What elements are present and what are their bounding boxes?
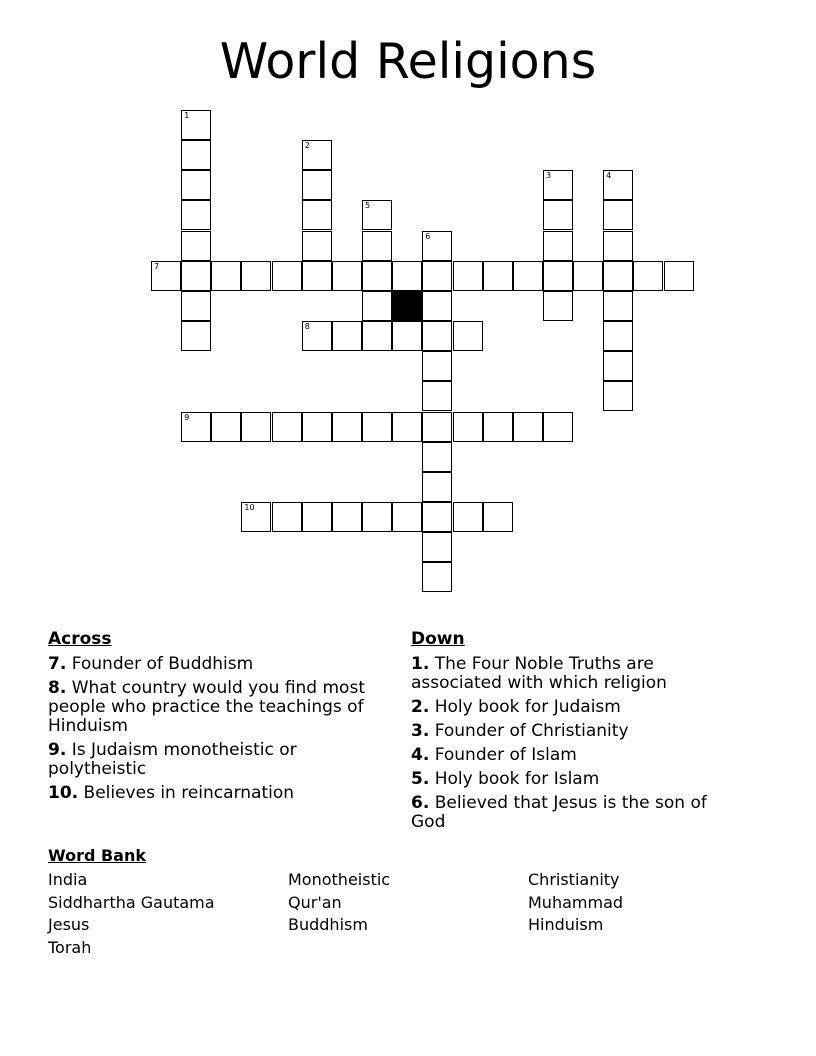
grid-cell[interactable] [332, 321, 362, 351]
grid-cell[interactable] [543, 170, 573, 200]
grid-cell[interactable] [302, 321, 332, 351]
grid-cell[interactable] [272, 502, 302, 532]
word-bank-heading: Word Bank [48, 846, 147, 865]
grid-cell[interactable] [543, 231, 573, 261]
clue-number-label: 4. [411, 745, 430, 765]
clue-number-label: 3. [411, 721, 430, 741]
grid-cell[interactable] [603, 351, 633, 381]
grid-cell[interactable] [302, 231, 332, 261]
word-bank-word: Christianity [528, 870, 620, 889]
word-bank-column [48, 869, 288, 959]
word-bank-column [528, 869, 768, 937]
clue-text: Holy book for Judaism [429, 697, 621, 717]
down-clue [411, 746, 741, 765]
word-bank-column [288, 869, 528, 937]
grid-cell[interactable] [181, 261, 211, 291]
grid-cell[interactable] [453, 261, 483, 291]
grid-cell[interactable] [422, 381, 452, 411]
clue-number-label: 5. [411, 769, 430, 789]
clue-number-label: 8. [48, 678, 67, 698]
grid-cell[interactable] [483, 502, 513, 532]
grid-cell[interactable] [241, 412, 271, 442]
grid-cell[interactable] [181, 170, 211, 200]
down-clue [411, 770, 741, 789]
grid-cell[interactable] [211, 261, 241, 291]
grid-cell[interactable] [483, 412, 513, 442]
grid-cell[interactable] [543, 261, 573, 291]
clue-number: 9 [184, 412, 190, 422]
grid-cell[interactable] [603, 170, 633, 200]
grid-cell[interactable] [603, 261, 633, 291]
grid-cell[interactable] [181, 140, 211, 170]
word-bank-word: Siddhartha Gautama [48, 892, 215, 912]
grid-cell[interactable] [272, 412, 302, 442]
grid-cell[interactable] [543, 200, 573, 230]
grid-cell[interactable] [181, 231, 211, 261]
clue-number: 8 [304, 322, 310, 331]
clue-text: The Four Noble Truths are associated with which religion [411, 654, 667, 693]
grid-cell[interactable] [362, 291, 392, 321]
grid-cell[interactable] [362, 412, 392, 442]
across-clue [48, 679, 388, 736]
grid-cell[interactable] [302, 170, 332, 200]
grid-cell[interactable] [181, 291, 211, 321]
grid-cell[interactable] [302, 140, 332, 170]
clue-text: Founder of Buddhism [66, 654, 254, 674]
clue-number: 3 [546, 171, 552, 181]
clue-number-label: 1. [411, 654, 430, 674]
word-bank-word: India [48, 870, 88, 889]
grid-cell[interactable] [151, 261, 181, 291]
across-clues [48, 630, 388, 808]
across-heading: Across [48, 629, 112, 649]
grid-cell[interactable] [453, 321, 483, 351]
down-clue [411, 698, 741, 717]
grid-cell[interactable] [664, 261, 694, 291]
grid-cell[interactable] [181, 200, 211, 230]
word-bank-word: Hinduism [528, 915, 604, 934]
grid-cell-blocked [392, 291, 422, 321]
across-clue [48, 784, 388, 803]
clue-number-label: 6. [411, 793, 430, 813]
grid-cell[interactable] [543, 291, 573, 321]
clue-text: Founder of Christianity [429, 721, 629, 741]
grid-cell[interactable] [422, 442, 452, 472]
down-heading: Down [411, 629, 465, 649]
grid-cell[interactable] [302, 412, 332, 442]
grid-cell[interactable] [362, 502, 392, 532]
grid-cell[interactable] [362, 231, 392, 261]
grid-cell[interactable] [603, 291, 633, 321]
grid-cell[interactable] [633, 261, 663, 291]
grid-cell[interactable] [453, 502, 483, 532]
grid-cell[interactable] [302, 502, 332, 532]
grid-cell[interactable] [332, 412, 362, 442]
down-clue [411, 722, 741, 741]
clue-text: Is Judaism monotheistic or polytheistic [48, 740, 297, 779]
grid-cell[interactable] [422, 231, 452, 261]
grid-cell[interactable] [422, 261, 452, 291]
grid-cell[interactable] [362, 321, 392, 351]
grid-cell[interactable] [513, 412, 543, 442]
grid-cell[interactable] [603, 200, 633, 230]
grid-cell[interactable] [241, 261, 271, 291]
grid-cell[interactable] [392, 261, 422, 291]
grid-cell[interactable] [392, 502, 422, 532]
grid-cell[interactable] [603, 381, 633, 411]
down-clues [411, 630, 741, 837]
grid-cell[interactable] [422, 532, 452, 562]
clue-text: What country would you find most people who practice the teachings of Hinduism [48, 678, 365, 736]
word-bank-word: Buddhism [288, 915, 368, 934]
grid-cell[interactable] [483, 261, 513, 291]
clue-number: 10 [244, 502, 255, 512]
grid-cell[interactable] [392, 321, 422, 351]
grid-cell[interactable] [211, 412, 241, 442]
grid-cell[interactable] [362, 261, 392, 291]
word-bank-word: Monotheistic [288, 870, 391, 889]
clue-number-label: 7. [48, 654, 67, 674]
clue-text: Founder of Islam [429, 745, 577, 765]
grid-cell[interactable] [422, 472, 452, 502]
word-bank-word: Jesus [48, 915, 90, 934]
grid-cell[interactable] [422, 412, 452, 442]
grid-cell[interactable] [362, 200, 392, 230]
word-bank-word: Torah [48, 937, 92, 957]
puzzle-title: World Religions [219, 33, 597, 90]
grid-cell[interactable] [332, 502, 362, 532]
grid-cell[interactable] [332, 261, 362, 291]
grid-cell[interactable] [422, 502, 452, 532]
clue-text: Believed that Jesus is the son of God [411, 793, 707, 832]
word-bank-word: Muhammad [528, 892, 624, 912]
grid-cell[interactable] [603, 231, 633, 261]
clue-number: 6 [425, 231, 431, 241]
grid-cell[interactable] [181, 321, 211, 351]
grid-cell[interactable] [422, 321, 452, 351]
clue-number: 1 [184, 111, 190, 120]
clue-number: 4 [606, 171, 612, 181]
grid-cell[interactable] [302, 261, 332, 291]
word-bank [48, 846, 768, 957]
grid-cell[interactable] [422, 562, 452, 592]
down-clue [411, 655, 741, 693]
grid-cell[interactable] [453, 412, 483, 442]
grid-cell[interactable] [603, 321, 633, 351]
down-clue [411, 794, 741, 832]
clue-number: 5 [365, 201, 371, 211]
grid-cell[interactable] [543, 412, 573, 442]
word-bank-word: Qur'an [288, 892, 342, 912]
clue-number-label: 9. [48, 740, 67, 760]
grid-cell[interactable] [573, 261, 603, 291]
clue-number: 7 [154, 261, 160, 271]
across-clue [48, 741, 388, 779]
grid-cell[interactable] [241, 502, 271, 532]
clue-text: Holy book for Islam [429, 769, 600, 789]
grid-cell[interactable] [513, 261, 543, 291]
grid-cell[interactable] [181, 412, 211, 442]
grid-cell[interactable] [422, 351, 452, 381]
clue-number-label: 10. [48, 783, 79, 803]
clue-number-label: 2. [411, 697, 430, 717]
grid-cell[interactable] [181, 110, 211, 140]
across-clue [48, 655, 388, 674]
clue-number: 2 [304, 141, 310, 151]
grid-cell[interactable] [422, 291, 452, 321]
grid-cell[interactable] [302, 200, 332, 230]
grid-cell[interactable] [272, 261, 302, 291]
clue-text: Believes in reincarnation [78, 783, 295, 803]
grid-cell[interactable] [392, 412, 422, 442]
